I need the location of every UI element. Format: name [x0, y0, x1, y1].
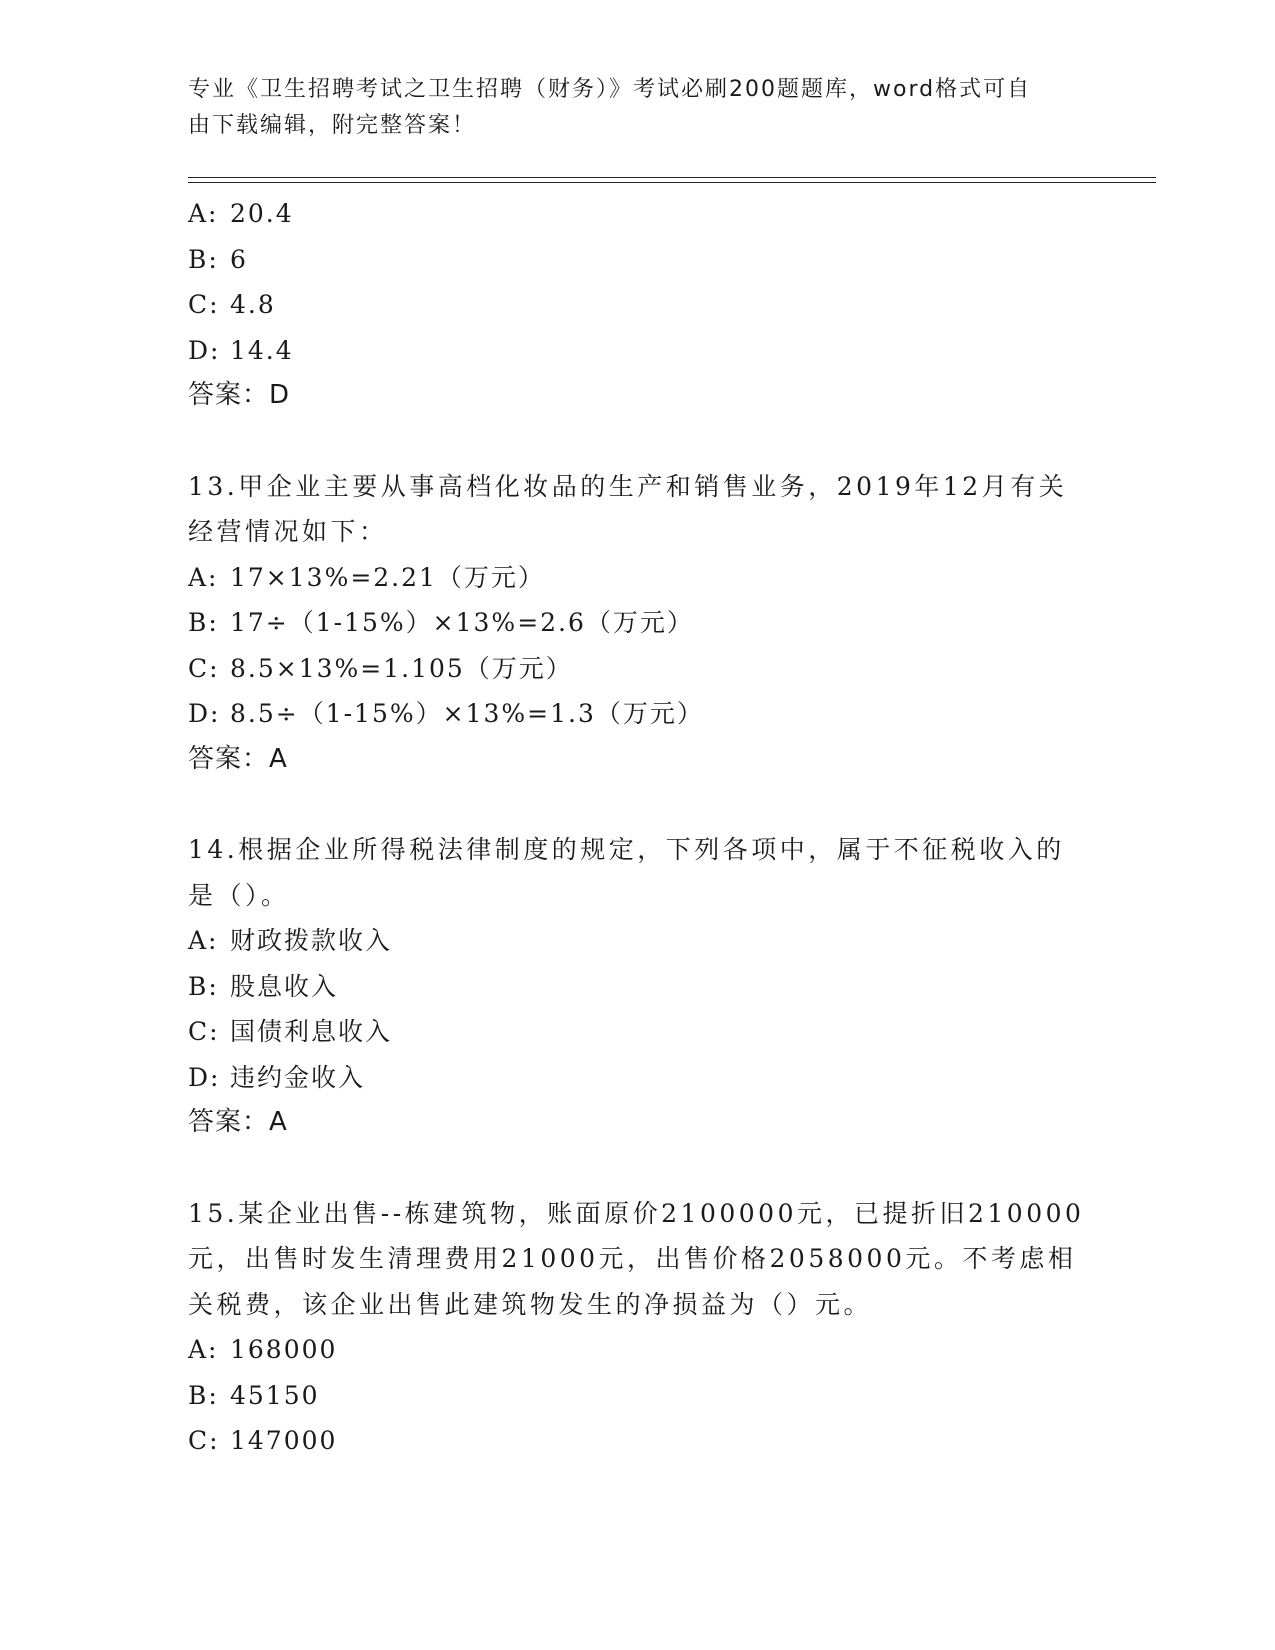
option-text: 股息收入 — [230, 971, 339, 1001]
option-text: 财政拨款收入 — [230, 926, 393, 955]
question-line: 15.某企业出售--栋建筑物，账面原价2100000元，已提折旧210000 — [188, 1198, 1085, 1228]
header-line-2: 由下载编辑，附完整答案！ — [188, 113, 477, 138]
option-label: A: — [188, 1335, 219, 1364]
document-header — [188, 72, 1078, 144]
option-text: 国债利息收入 — [230, 1017, 393, 1046]
option-d — [188, 1055, 1088, 1101]
question-line: 14.根据企业所得税法律制度的规定，下列各项中，属于不征税收入的 — [188, 835, 1065, 864]
option-text: 17÷（1-15%）×13%=2.6（万元） — [230, 608, 694, 637]
option-text: 17×13%=2.21（万元） — [230, 562, 545, 592]
question-12-options — [188, 191, 1088, 419]
option-c — [188, 1418, 1088, 1464]
option-b — [188, 1373, 1088, 1419]
option-c — [188, 1009, 1088, 1055]
question-text — [188, 1191, 1085, 1328]
spacer — [188, 1146, 1088, 1191]
option-label: A: — [188, 926, 219, 955]
question-line: 是（）。 — [188, 880, 290, 910]
option-label: B: — [188, 1380, 219, 1410]
question-13 — [188, 464, 1088, 783]
option-text: 8.5×13%=1.105（万元） — [230, 653, 573, 683]
option-label: B: — [188, 244, 219, 274]
option-a — [188, 1327, 1088, 1373]
header-line-1: 专业《卫生招聘考试之卫生招聘（财务）》考试必刷200题题库，word格式可自 — [188, 77, 1032, 102]
option-label: A: — [188, 562, 219, 592]
option-c — [188, 646, 1088, 692]
option-label: D: — [188, 335, 221, 365]
question-text — [188, 827, 1068, 918]
question-text — [188, 464, 1068, 555]
header-divider-bottom — [188, 182, 1156, 183]
option-text: 违约金收入 — [230, 1062, 366, 1092]
option-text: 4.8 — [230, 290, 276, 319]
option-label: A: — [188, 199, 219, 228]
option-b — [188, 964, 1088, 1010]
option-label: B: — [188, 971, 219, 1001]
spacer — [188, 782, 1088, 827]
option-b — [188, 237, 1088, 283]
spacer — [188, 419, 1088, 464]
question-line: 关税费，该企业出售此建筑物发生的净损益为（）元。 — [188, 1289, 873, 1319]
option-label: D: — [188, 1062, 221, 1092]
question-line: 元，出售时发生清理费用21000元，出售价格2058000元。不考虑相 — [188, 1244, 1077, 1273]
option-text: 8.5÷（1-15%）×13%=1.3（万元） — [230, 699, 704, 728]
option-a — [188, 191, 1088, 237]
option-label: C: — [188, 653, 220, 683]
option-label: D: — [188, 699, 221, 728]
option-d — [188, 691, 1088, 737]
option-text: 147000 — [230, 1426, 338, 1455]
answer-line: 答案：A — [188, 743, 288, 774]
option-b — [188, 600, 1088, 646]
option-c — [188, 282, 1088, 328]
option-text: 14.4 — [230, 335, 294, 365]
option-label: C: — [188, 290, 220, 319]
option-a — [188, 555, 1088, 601]
option-label: C: — [188, 1426, 220, 1455]
answer-line: 答案：A — [188, 1107, 288, 1137]
option-text: 45150 — [230, 1380, 320, 1410]
answer-line: 答案：D — [188, 380, 291, 410]
option-a — [188, 918, 1088, 964]
question-line: 13.甲企业主要从事高档化妆品的生产和销售业务，2019年12月有关 — [188, 471, 1068, 501]
header-divider-top — [188, 177, 1156, 178]
document-body — [188, 191, 1088, 1464]
option-d — [188, 328, 1088, 374]
question-15 — [188, 1191, 1088, 1464]
option-text: 20.4 — [230, 199, 294, 228]
option-text: 168000 — [230, 1335, 338, 1364]
option-label: B: — [188, 608, 219, 637]
question-14 — [188, 827, 1088, 1146]
question-line: 经营情况如下： — [188, 517, 388, 546]
option-text: 6 — [230, 244, 248, 274]
option-label: C: — [188, 1017, 220, 1046]
